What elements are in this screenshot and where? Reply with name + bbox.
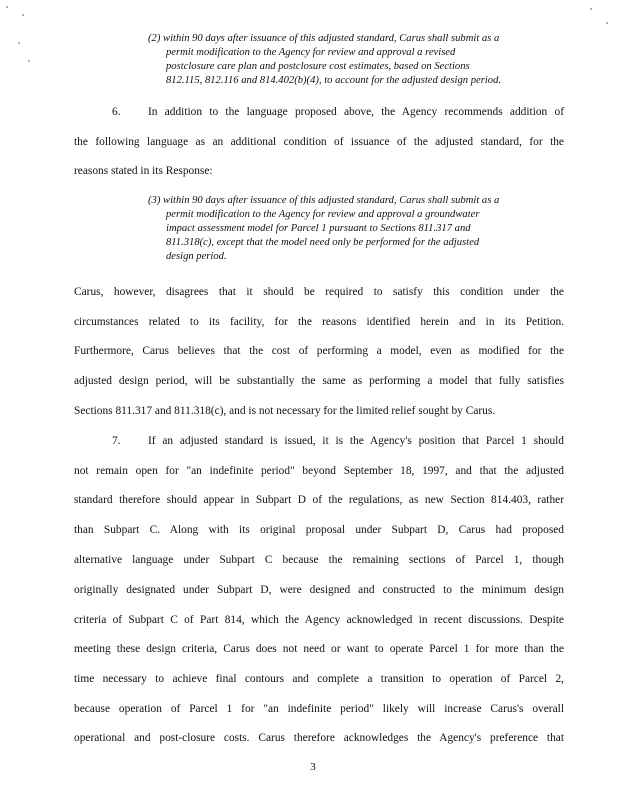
paragraph-line: Sections 811.317 and 811.318(c), and is not necessary for the limited relief sought by Carus. [74,405,496,417]
paragraph-line: Carus, however, disagrees that it should be required to satisfy this condition under the [74,286,564,298]
quote-line: postclosure care plan and postclosure cost estimates, based on Sections [166,61,470,72]
item-number-6: 6. [112,106,121,118]
quote-line: (3) within 90 days after issuance of this adjusted standard, Carus shall submit as a [148,195,500,206]
quoted-condition-3 [148,194,568,264]
quote-line: permit modification to the Agency for review and approval a groundwater [166,209,480,220]
paragraph-line: originally designated under Subpart D, were designed and constructed to the minimum design [74,584,564,596]
item-number-7: 7. [112,435,121,447]
scan-speck [28,60,30,62]
page-number: 3 [310,761,316,773]
paragraph-line: reasons stated in its Response: [74,165,213,177]
paragraph-line: circumstances related to its facility, for the reasons identified herein and in its Petition. [74,316,564,328]
scan-speck [18,42,20,44]
paragraph-line: adjusted design period, will be substantially the same as performing a model that fully satisfies [74,375,564,387]
paragraph-line: alternative language under Subpart C because the remaining sections of Parcel 1, though [74,554,564,566]
paragraph-line: standard therefore should appear in Subpart D of the regulations, as new Section 814.403, rather [74,494,564,506]
paragraph-line: If an adjusted standard is issued, it is the Agency's position that Parcel 1 should [148,435,564,447]
quote-line: permit modification to the Agency for review and approval a revised [166,47,456,58]
quote-line: 812.115, 812.116 and 814.402(b)(4), to account for the adjusted design period. [166,75,502,86]
quote-line: impact assessment model for Parcel 1 pursuant to Sections 811.317 and [166,223,471,234]
scan-speck [22,14,24,16]
scan-speck [606,22,608,24]
paragraph-line: In addition to the language proposed above, the Agency recommends addition of [148,106,564,118]
quote-line: 811.318(c), except that the model need only be performed for the adjusted [166,237,480,248]
paragraph-line: the following language as an additional condition of issuance of the adjusted standard, for the [74,136,564,148]
quoted-condition-2 [148,32,568,88]
scan-speck [6,6,8,8]
quote-line: design period. [166,251,227,262]
paragraph-line: operational and post-closure costs. Carus therefore acknowledges the Agency's preference that [74,732,564,744]
paragraph-line: because operation of Parcel 1 for "an indefinite period" likely will increase Carus's overall [74,703,564,715]
paragraph-line: Furthermore, Carus believes that the cost of performing a model, even as modified for the [74,345,564,357]
paragraph-line: time necessary to achieve final contours and complete a transition to operation of Parcel 2, [74,673,564,685]
paragraph-line: than Subpart C. Along with its original proposal under Subpart D, Carus had proposed [74,524,564,536]
paragraph-line: meeting these design criteria, Carus does not need or want to operate Parcel 1 for more than the [74,643,564,655]
paragraph-line: not remain open for "an indefinite period" beyond September 18, 1997, and that the adjusted [74,465,564,477]
paragraph-line: criteria of Subpart C of Part 814, which the Agency acknowledged in recent discussions. Despite [74,614,564,626]
scan-speck [590,8,592,10]
quote-line: (2) within 90 days after issuance of this adjusted standard, Carus shall submit as a [148,33,500,44]
